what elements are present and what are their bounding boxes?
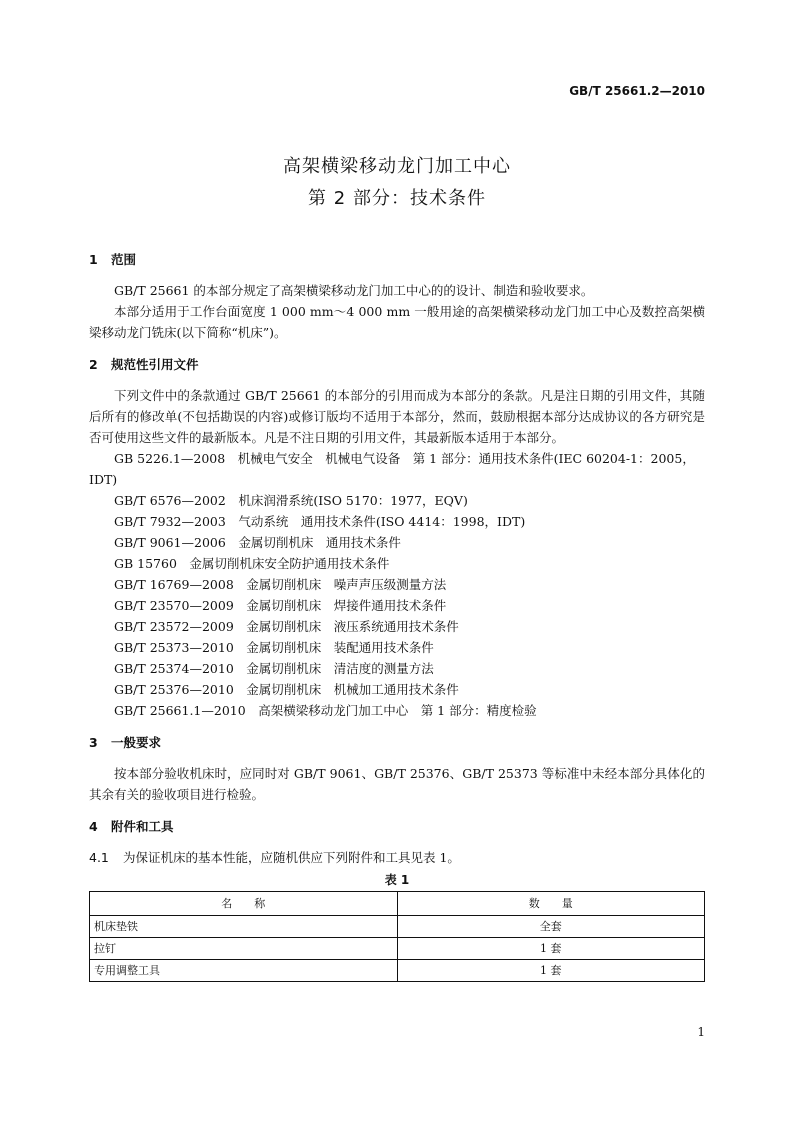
reference-item: GB 15760 金属切削机床安全防护通用技术条件 <box>114 556 390 571</box>
document-title: 高架横梁移动龙门加工中心 <box>283 156 511 177</box>
clause-number: 4.1 <box>89 850 109 865</box>
cell-quantity: 1 套 <box>397 938 705 960</box>
paragraph: 本部分适用于工作台面宽度 1 000 mm～4 000 mm 一般用途的高架横梁移动龙门加工中心及数控高架横梁移动龙门铣床(以下简称“机床”)。 <box>89 304 705 340</box>
table-caption: 表 1 <box>384 873 410 887</box>
cell-quantity: 1 套 <box>397 960 705 982</box>
section-title: 一般要求 <box>111 735 162 750</box>
reference-item: GB/T 7932—2003 气动系统 通用技术条件(ISO 4414：1998，IDT) <box>114 514 526 529</box>
reference-item: GB 5226.1—2008 机械电气安全 机械电气设备 第 1 部分：通用技术条件(IEC 60204-1：2005，IDT) <box>89 451 695 487</box>
accessories-table <box>89 891 705 982</box>
cell-name: 机床垫铁 <box>90 916 398 938</box>
cell-name: 拉钉 <box>90 938 398 960</box>
reference-item: GB/T 9061—2006 金属切削机床 通用技术条件 <box>114 535 401 550</box>
column-header-name: 名 称 <box>90 892 398 916</box>
section-heading-accessories-tools <box>89 816 705 837</box>
document-subtitle: 第 2 部分：技术条件 <box>308 188 486 209</box>
table-row <box>90 916 705 938</box>
reference-item: GB/T 25661.1—2010 高架横梁移动龙门加工中心 第 1 部分：精度检验 <box>114 703 537 718</box>
clause-text: 为保证机床的基本性能，应随机供应下列附件和工具见表 1。 <box>123 850 460 865</box>
paragraph: 按本部分验收机床时，应同时对 GB/T 9061、GB/T 25376、GB/T 25373 等标准中未经本部分具体化的其余有关的验收项目进行检验。 <box>89 766 705 802</box>
reference-list <box>89 448 705 721</box>
reference-item: GB/T 25373—2010 金属切削机床 装配通用技术条件 <box>114 640 434 655</box>
reference-item: GB/T 25374—2010 金属切削机床 清洁度的测量方法 <box>114 661 434 676</box>
reference-item: GB/T 23572—2009 金属切削机床 液压系统通用技术条件 <box>114 619 459 634</box>
cell-name: 专用调整工具 <box>90 960 398 982</box>
section-heading-scope <box>89 249 705 270</box>
reference-item: GB/T 16769—2008 金属切削机床 噪声声压级测量方法 <box>114 577 447 592</box>
section-number: 2 <box>89 357 98 372</box>
paragraph: 下列文件中的条款通过 GB/T 25661 的本部分的引用而成为本部分的条款。凡是注日期的引用文件，其随后所有的修改单(不包括勘误的内容)或修订版均不适用于本部分，然而，鼓励根据本部分达成协议的各方研究是否可使用这些文件的最新版本。凡是不注日期的引用文件，其最新版本适用于本部分。 <box>89 388 705 445</box>
column-header-quantity: 数 量 <box>397 892 705 916</box>
table-row <box>90 960 705 982</box>
cell-quantity: 全套 <box>397 916 705 938</box>
standard-code: GB/T 25661.2—2010 <box>569 84 705 98</box>
table-header-row <box>90 892 705 916</box>
section-heading-normative-references <box>89 354 705 375</box>
section-number: 4 <box>89 819 98 834</box>
reference-item: GB/T 6576—2002 机床润滑系统(ISO 5170：1977，EQV) <box>114 493 468 508</box>
section-number: 3 <box>89 735 98 750</box>
section-heading-general-requirements <box>89 732 705 753</box>
section-title: 规范性引用文件 <box>111 357 199 372</box>
clause-4-1 <box>89 847 705 868</box>
table-row <box>90 938 705 960</box>
paragraph: GB/T 25661 的本部分规定了高架横梁移动龙门加工中心的的设计、制造和验收要求。 <box>114 283 594 298</box>
reference-item: GB/T 25376—2010 金属切削机床 机械加工通用技术条件 <box>114 682 459 697</box>
reference-item: GB/T 23570—2009 金属切削机床 焊接件通用技术条件 <box>114 598 447 613</box>
section-title: 范围 <box>111 252 137 267</box>
section-title: 附件和工具 <box>111 819 174 834</box>
document-body <box>89 249 705 982</box>
section-number: 1 <box>89 252 98 267</box>
page-number: 1 <box>697 1025 705 1039</box>
